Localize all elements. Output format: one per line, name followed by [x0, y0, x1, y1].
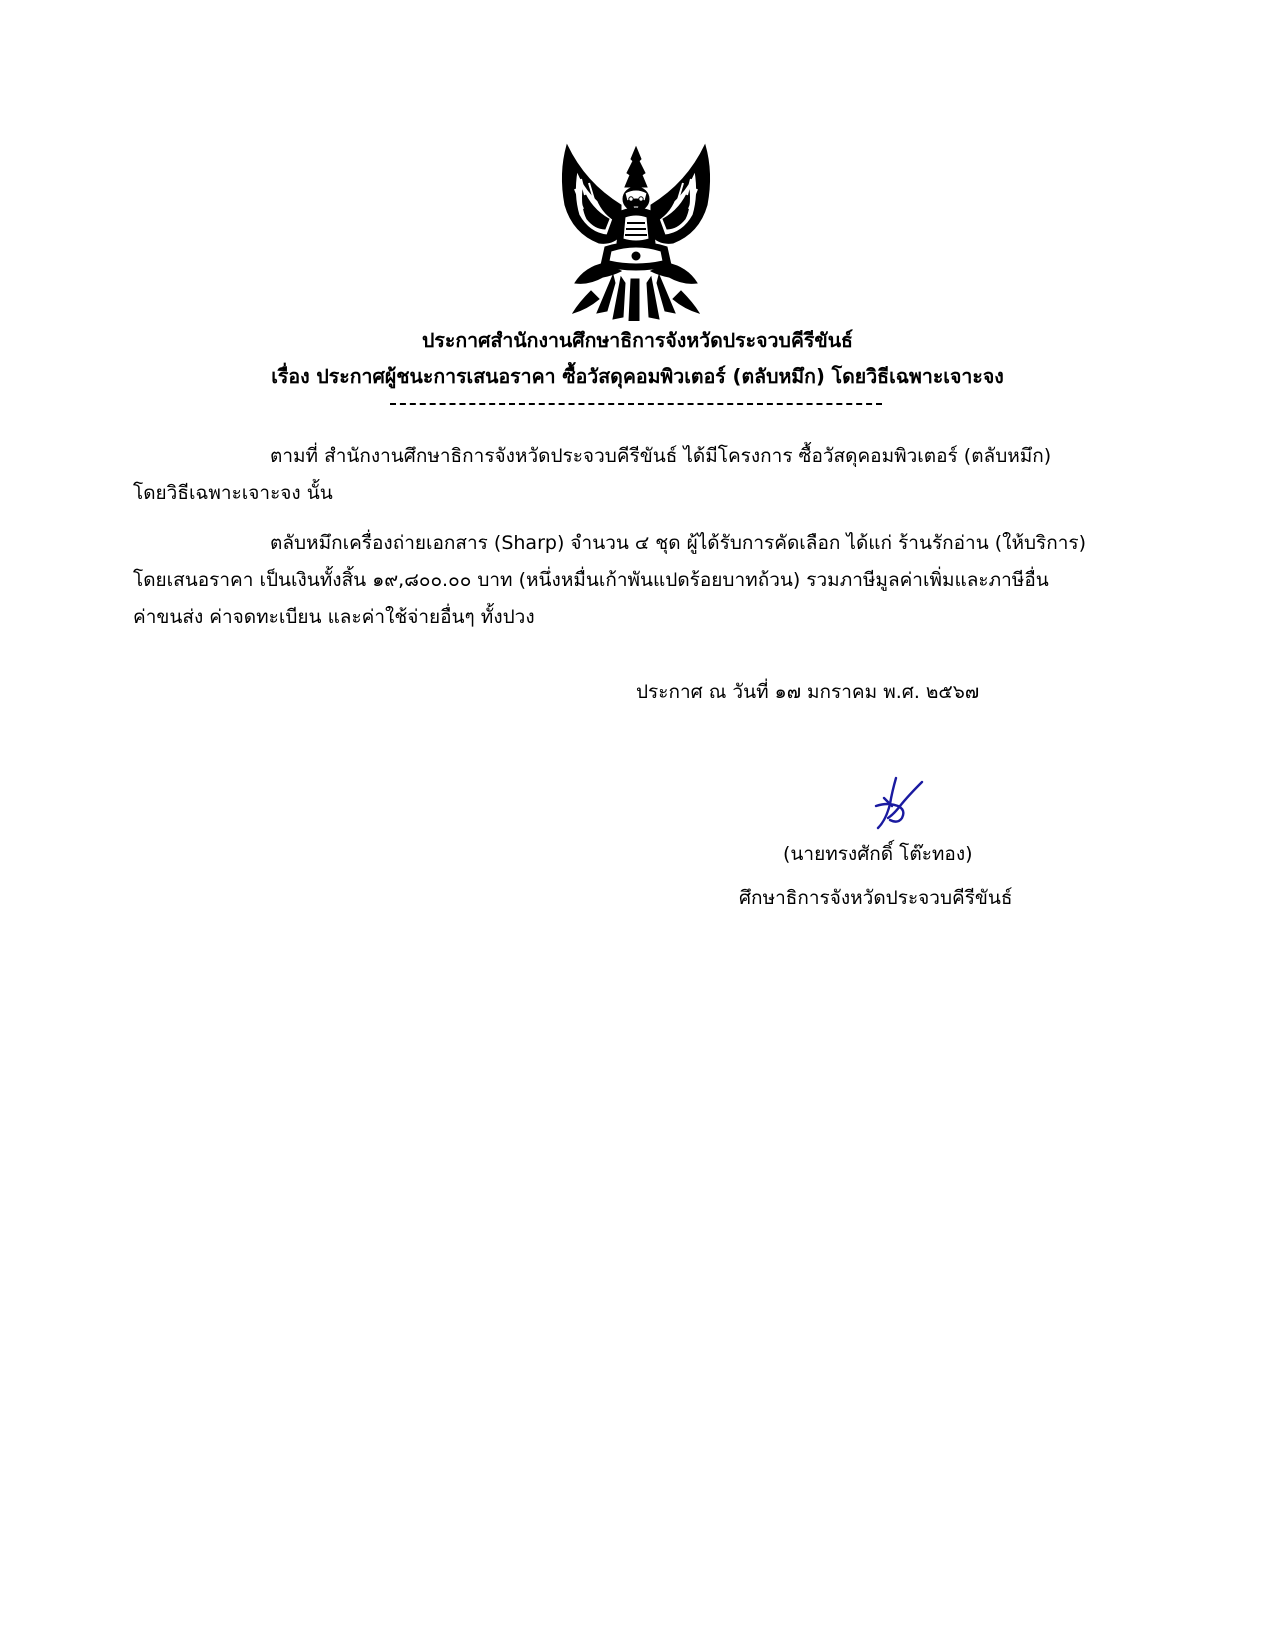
- paragraph1-line: โดยวิธีเฉพาะเจาะจง นั้น: [133, 482, 333, 504]
- handwritten-signature-icon: [868, 776, 928, 832]
- signer-position: ศึกษาธิการจังหวัดประจวบคีรีขันธ์: [739, 887, 1013, 909]
- paragraph2-line: โดยเสนอราคา เป็นเงินทั้งสิ้น ๑๙,๘๐๐.๐๐ บาท (หนึ่งหมื่นเก้าพันแปดร้อยบาทถ้วน) รวมภาษีมูลค่าเพิ่มและภาษีอื่น: [133, 569, 1049, 591]
- paragraph2-line: ค่าขนส่ง ค่าจดทะเบียน และค่าใช้จ่ายอื่นๆ ทั้งปวง: [133, 606, 535, 628]
- announcement-title: ประกาศสำนักงานศึกษาธิการจังหวัดประจวบคีรีขันธ์: [422, 329, 853, 352]
- paragraph2-line: ตลับหมึกเครื่องถ่ายเอกสาร (Sharp) จำนวน ๔ ชุด ผู้ได้รับการคัดเลือก ได้แก่ ร้านรักอ่าน (ให้บริการ): [270, 532, 1087, 554]
- announcement-date: ประกาศ ณ วันที่ ๑๗ มกราคม พ.ศ. ๒๕๖๗: [636, 681, 980, 703]
- garuda-emblem-icon: [555, 143, 717, 321]
- paragraph1-line: ตามที่ สำนักงานศึกษาธิการจังหวัดประจวบคีรีขันธ์ ได้มีโครงการ ซื้อวัสดุคอมพิวเตอร์ (ตลับหมึก): [270, 445, 1052, 467]
- announcement-subject: เรื่อง ประกาศผู้ชนะการเสนอราคา ซื้อวัสดุคอมพิวเตอร์ (ตลับหมึก) โดยวิธีเฉพาะเจาะจง: [271, 365, 1004, 388]
- signer-name: (นายทรงศักดิ์ โต๊ะทอง): [783, 843, 973, 865]
- title-divider: [390, 403, 882, 405]
